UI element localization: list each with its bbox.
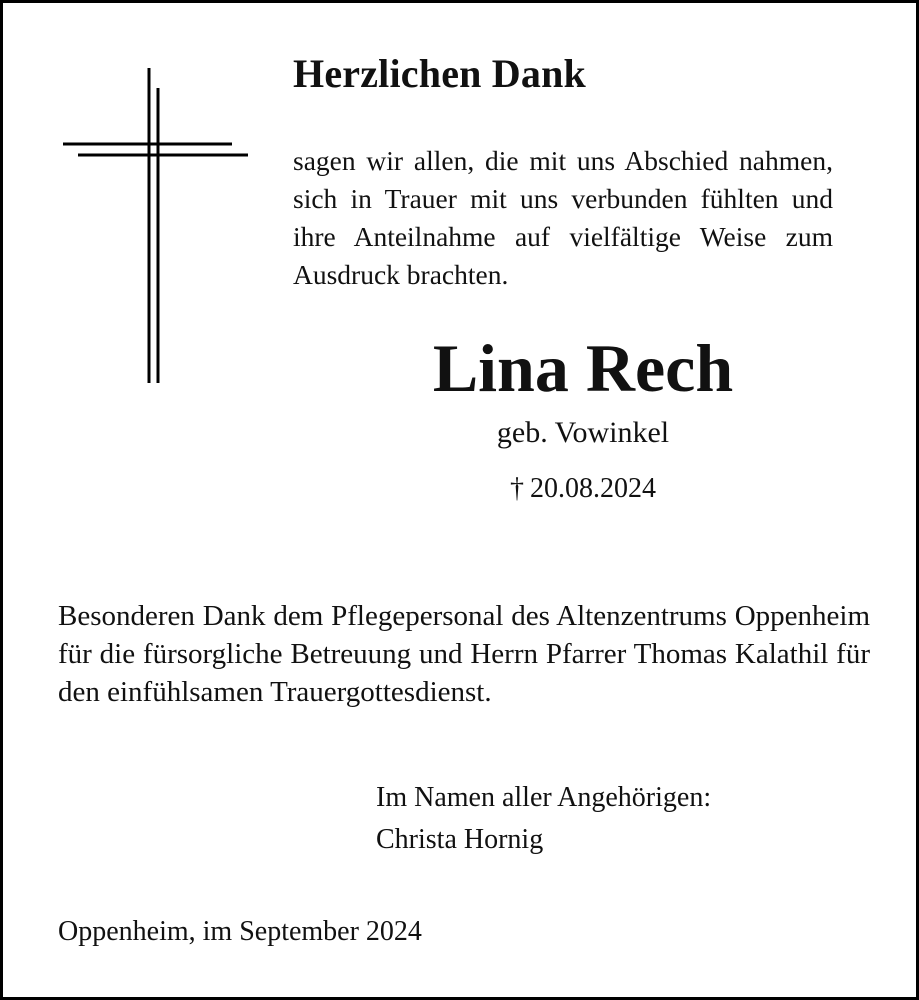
death-date: 20.08.2024: [530, 473, 656, 504]
deceased-name: Lina Rech: [432, 330, 734, 406]
signature-block: [376, 777, 711, 861]
notice-headline: Herzlichen Dank: [293, 51, 586, 96]
signature-name: Christa Hornig: [376, 824, 544, 855]
signature-intro: Im Namen aller Angehörigen:: [376, 782, 712, 813]
death-date-line: [383, 471, 783, 507]
place-date: Oppenheim, im September 2024: [58, 916, 422, 947]
birth-name: geb. Vowinkel: [496, 416, 670, 449]
dagger-symbol: †: [510, 473, 524, 504]
deceased-block: [383, 325, 783, 507]
intro-text: sagen wir allen, die mit uns Abschied nahmen, sich in Trauer mit uns verbunden fühlten und ihre Anteilnahme auf vielfältige Weise zum Ausdruck brachten.: [293, 145, 833, 290]
cross-icon: [58, 68, 253, 388]
special-thanks-text: Besonderen Dank dem Pflegepersonal des Altenzentrums Oppenheim für die fürsorgliche Betreuung und Herrn Pfarrer Thomas Kalathil für den einfühlsamen Trauergottesdienst.: [58, 600, 870, 708]
